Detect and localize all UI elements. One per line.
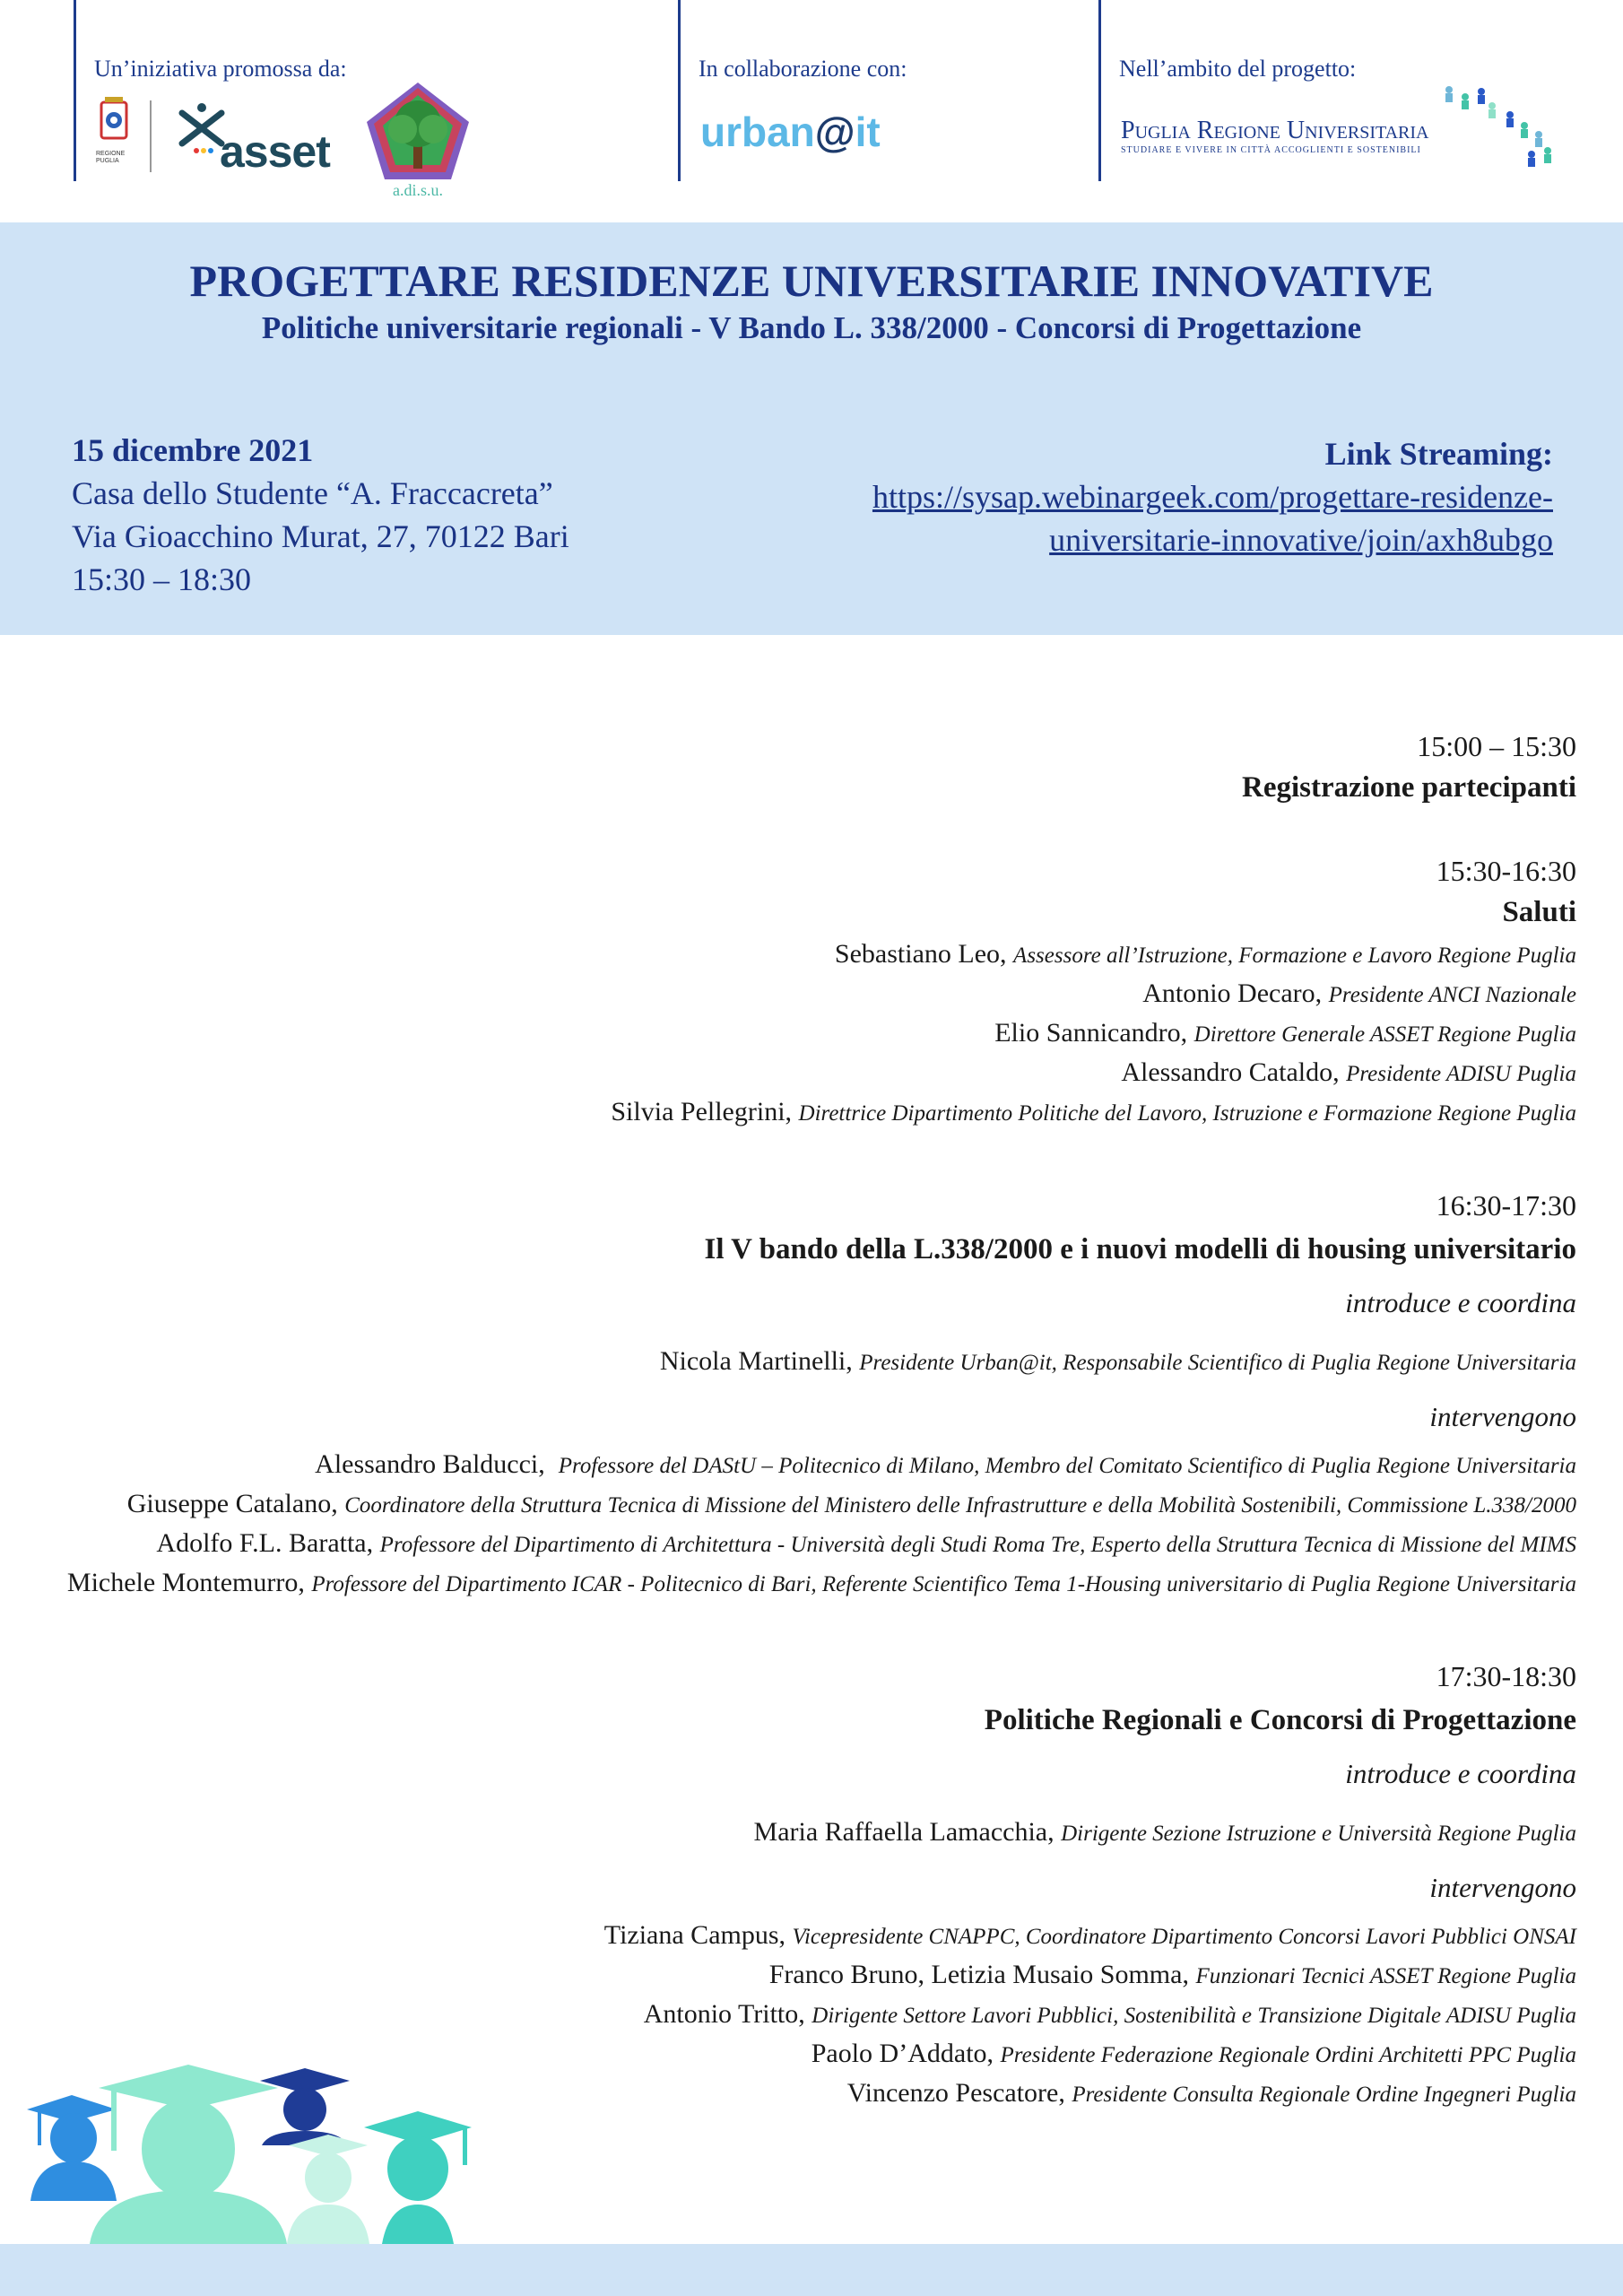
speaker-name: Michele Montemurro, [66,1568,305,1597]
logo-divider [150,100,152,172]
session4-moderator [754,1817,1576,1848]
header [0,0,1623,222]
speaker-name: Vincenzo Pescatore, [846,2078,1065,2108]
speaker-name: Maria Raffaella Lamacchia, [753,1817,1055,1847]
speaker-role: Assessore all’Istruzione, Formazione e Lavoro Regione Puglia [1013,944,1576,968]
regione-puglia-text: REGIONE PUGLIA [96,151,126,164]
session3-speaker [127,1489,1576,1519]
collaboration-column [678,0,1102,181]
streaming-label: Link Streaming: [1324,436,1553,472]
session4-speaker [812,2039,1576,2069]
speaker-role: Dirigente Sezione Istruzione e Università Regione Puglia [1061,1822,1576,1846]
pru-logo-title: Puglia Regione Universitaria [1121,117,1429,144]
promoters-column [74,0,668,199]
streaming-link-line2[interactable]: universitarie-innovative/join/axh8ubgo [1049,522,1553,558]
pru-people-icon [1435,79,1569,178]
session4-intro-label: introduce e coordina [1345,1758,1576,1789]
session3-time: 16:30-17:30 [1436,1189,1576,1222]
speaker-name: Antonio Tritto, [643,1999,805,2029]
adisu-logo-text: a.di.s.u. [393,181,443,199]
event-venue: Casa dello Studente “A. Fraccacreta” [72,475,553,511]
speaker-role: Vicepresidente CNAPPC, Coordinatore Dipartimento Concorsi Lavori Pubblici ONSAI [792,1925,1576,1949]
speaker-role: Professore del Dipartimento di Architettura - Università degli Studi Roma Tre, Esperto della Struttura Tecnica di Missione del MIMS [379,1533,1576,1557]
speaker-role: Dirigente Settore Lavori Pubblici, Sostenibilità e Transizione Digitale ADISU Puglia [812,2004,1576,2028]
urban-at-it-logo: urban@it [700,109,881,155]
speaker-role: Professore del DAStU – Politecnico di Milano, Membro del Comitato Scientifico di Puglia Regione Universitaria [558,1454,1576,1478]
speaker-name: Alessandro Balducci, [315,1449,545,1479]
session4-title: Politiche Regionali e Concorsi di Progettazione [984,1704,1576,1736]
speaker-name: Antonio Decaro, [1142,978,1323,1008]
speaker-role: Direttore Generale ASSET Regione Puglia [1193,1022,1576,1047]
speaker-name: Silvia Pellegrini, [611,1097,793,1126]
speaker-role: Presidente ADISU Puglia [1346,1062,1576,1086]
session1-title: Registrazione partecipanti [1241,771,1576,804]
speaker-name: Sebastiano Leo, [834,939,1007,969]
speaker-role: Presidente Federazione Regionale Ordini Architetti PPC Puglia [1000,2043,1576,2067]
session2-speaker [611,1097,1576,1127]
session3-moderator [660,1346,1576,1377]
session4-speaker [604,1920,1576,1951]
speaker-role: Presidente Urban@it, Responsabile Scientifico di Puglia Regione Universitaria [859,1351,1576,1375]
session1-time: 15:00 – 15:30 [1417,730,1576,762]
event-title: PROGETTARE RESIDENZE UNIVERSITARIE INNOVATIVE [189,256,1434,306]
session3-speaker [315,1449,1576,1480]
speaker-name: Elio Sannicandro, [994,1018,1188,1048]
speaker-role: Coordinatore della Struttura Tecnica di Missione del Ministero delle Infrastrutture e della Mobilità Sostenibili, Commissione L.338/2000 [344,1493,1576,1518]
adisu-logo [356,79,480,204]
project-column [1098,0,1623,181]
session3-speaker [67,1568,1576,1598]
streaming-block [872,432,1553,561]
event-subtitle: Politiche universitarie regionali - V Bando L. 338/2000 - Concorsi di Progettazione [261,310,1362,345]
speaker-name: Franco Bruno, Letizia Musaio Somma, [768,1960,1189,1989]
session4-speaker [644,1999,1576,2030]
speaker-role: Presidente Consulta Regionale Ordine Ingegneri Puglia [1072,2083,1576,2107]
event-details [72,429,569,601]
speaker-name: Tiziana Campus, [603,1920,786,1950]
asset-logo [175,100,345,181]
session3-speakers-label: intervengono [1429,1401,1576,1432]
session2-speaker [1142,978,1576,1009]
asset-logo-text: asset [220,126,330,177]
session2-speaker [1121,1057,1576,1088]
collab-label: In collaborazione con: [699,56,907,82]
session2-speaker [994,1018,1576,1048]
speaker-name: Giuseppe Catalano, [126,1489,338,1518]
session3-speaker [156,1528,1576,1559]
regione-puglia-logo [96,97,132,176]
speaker-name: Paolo D’Addato, [811,2039,994,2068]
speaker-role: Direttrice Dipartimento Politiche del Lavoro, Istruzione e Formazione Regione Puglia [798,1101,1576,1126]
session2-time: 15:30-16:30 [1436,855,1576,887]
session2-speaker [835,939,1576,970]
promoted-label: Un’iniziativa promossa da: [94,56,347,82]
session4-speaker [847,2078,1576,2109]
pru-logo-subtitle: STUDIARE E VIVERE IN CITTÀ ACCOGLIENTI E SOSTENIBILI [1121,145,1421,155]
event-address: Via Gioacchino Murat, 27, 70122 Bari [72,518,569,554]
session4-time: 17:30-18:30 [1436,1660,1576,1692]
project-label: Nell’ambito del progetto: [1119,56,1357,82]
graduates-illustration-icon [27,2056,529,2244]
streaming-link-line1[interactable]: https://sysap.webinargeek.com/progettare-residenze- [872,479,1553,515]
session2-title: Saluti [1502,896,1576,928]
event-date: 15 dicembre 2021 [72,432,314,468]
speaker-name: Alessandro Cataldo, [1121,1057,1340,1087]
event-hours: 15:30 – 18:30 [72,561,252,597]
session3-title: Il V bando della L.338/2000 e i nuovi modelli di housing universitario [704,1233,1576,1265]
session3-intro-label: introduce e coordina [1345,1287,1576,1318]
session4-speaker [769,1960,1576,1990]
speaker-role: Funzionari Tecnici ASSET Regione Puglia [1195,1964,1576,1988]
speaker-role: Presidente ANCI Nazionale [1328,983,1576,1007]
speaker-name: Adolfo F.L. Baratta, [156,1528,374,1558]
footer-band [0,2244,1623,2296]
session4-speakers-label: intervengono [1429,1872,1576,1903]
speaker-role: Professore del Dipartimento ICAR - Politecnico di Bari, Referente Scientifico Tema 1-Housing universitario di Puglia Regione Universitaria [311,1572,1576,1596]
speaker-name: Nicola Martinelli, [659,1346,853,1376]
